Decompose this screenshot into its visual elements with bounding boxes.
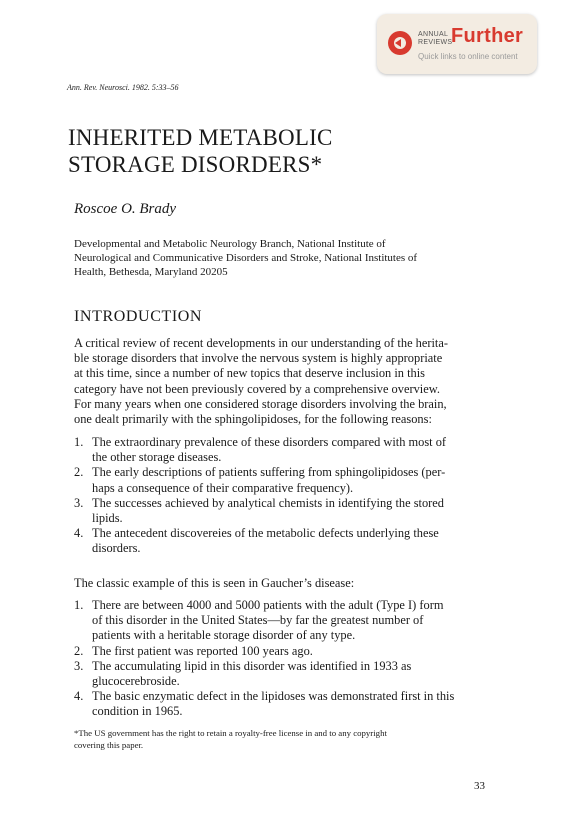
list-item — [74, 689, 490, 719]
gaucher-list — [74, 598, 490, 720]
article-title-line-2: STORAGE DISORDERS* — [68, 152, 323, 177]
list-item-line: glucocerebroside. — [92, 674, 180, 689]
author-name: Roscoe O. Brady — [74, 201, 177, 217]
list-number: 4. — [74, 689, 84, 704]
reasons-list — [74, 435, 490, 557]
list-number: 2. — [74, 643, 84, 658]
annual-label: ANNUAL — [418, 31, 449, 38]
journal-citation: Ann. Rev. Neurosci. 1982. 5:33–56 — [67, 83, 179, 92]
list-item-line: patients with a heritable storage disorder of any type. — [92, 628, 356, 643]
list-number: 3. — [74, 658, 84, 673]
annual-reviews-further-badge[interactable] — [377, 14, 537, 74]
further-label: Further — [451, 25, 524, 47]
article-title-line-1: INHERITED METABOLIC — [68, 125, 333, 150]
list-item-line: The early descriptions of patients suffering from sphingolipidoses (per- — [92, 465, 446, 480]
list-number: 1. — [74, 598, 84, 612]
list-number: 2. — [74, 465, 84, 480]
list-item-line: lipids. — [92, 511, 123, 526]
reviews-label: REVIEWS — [418, 39, 453, 46]
list-item — [74, 598, 490, 644]
list-number: 1. — [74, 435, 84, 449]
list-item-line: disorders. — [92, 541, 141, 556]
list-item-line: The extraordinary prevalence of these disorders compared with most of — [92, 435, 447, 449]
affiliation-line-3: Health, Bethesda, Maryland 20205 — [74, 266, 228, 278]
intro-line: A critical review of recent developments in our understanding of the herita- — [74, 336, 448, 350]
list-item-line: condition in 1965. — [92, 704, 183, 719]
list-number: 3. — [74, 495, 84, 510]
intro-paragraph — [74, 336, 490, 427]
quick-links-tagline: Quick links to online content — [418, 52, 518, 61]
list-item — [74, 644, 490, 659]
article-title — [68, 124, 333, 178]
list-item — [74, 496, 490, 526]
annual-reviews-wordmark — [418, 31, 452, 47]
list-item — [74, 465, 490, 495]
list-item-line: The basic enzymatic defect in the lipidoses was demonstrated first in this — [92, 689, 455, 704]
list-item-line: The first patient was reported 100 years ago. — [92, 643, 313, 658]
list-item — [74, 526, 490, 556]
list-item — [74, 435, 490, 465]
intro-line: ble storage disorders that involve the nervous system is highly appropriate — [74, 351, 443, 366]
list-item-line: The accumulating lipid in this disorder was identified in 1933 as — [92, 658, 412, 673]
list-item-line: of this disorder in the United States—by far the greatest number of — [92, 613, 424, 628]
list-item-line: the other storage diseases. — [92, 450, 222, 465]
affiliation-line-1: Developmental and Metabolic Neurology Branch, National Institute of — [74, 238, 386, 250]
list-item-line: The antecedent discovereies of the metabolic defects underlying these — [92, 526, 439, 541]
intro-line: at this time, since a number of new topics that deserve inclusion in this — [74, 366, 425, 381]
footnote-line-2: covering this paper. — [74, 740, 144, 750]
author-affiliation — [74, 237, 494, 279]
intro-line: one dealt primarily with the sphingolipidoses, for the following reasons: — [74, 412, 432, 427]
footnote — [74, 727, 494, 751]
affiliation-line-2: Neurological and Communicative Disorders and Stroke, National Institutes of — [74, 252, 418, 264]
list-item-line: haps a consequence of their comparative frequency). — [92, 480, 354, 495]
list-item-line: The successes achieved by analytical chemists in identifying the stored — [92, 495, 444, 510]
page-number: 33 — [474, 780, 485, 792]
list-item-line: There are between 4000 and 5000 patients with the adult (Type I) form — [92, 598, 444, 612]
footnote-line-1: *The US government has the right to retain a royalty-free license in and to any copyright — [74, 728, 387, 738]
intro-line: category have not been previously covered by a comprehensive overview. — [74, 381, 440, 396]
list-item — [74, 659, 490, 689]
gaucher-lead-sentence: The classic example of this is seen in Gaucher’s disease: — [74, 576, 355, 590]
intro-line: For many years when one considered storage disorders involving the brain, — [74, 396, 447, 411]
annual-reviews-logo-icon — [388, 31, 412, 55]
section-heading: INTRODUCTION — [74, 308, 203, 325]
list-number: 4. — [74, 526, 84, 541]
